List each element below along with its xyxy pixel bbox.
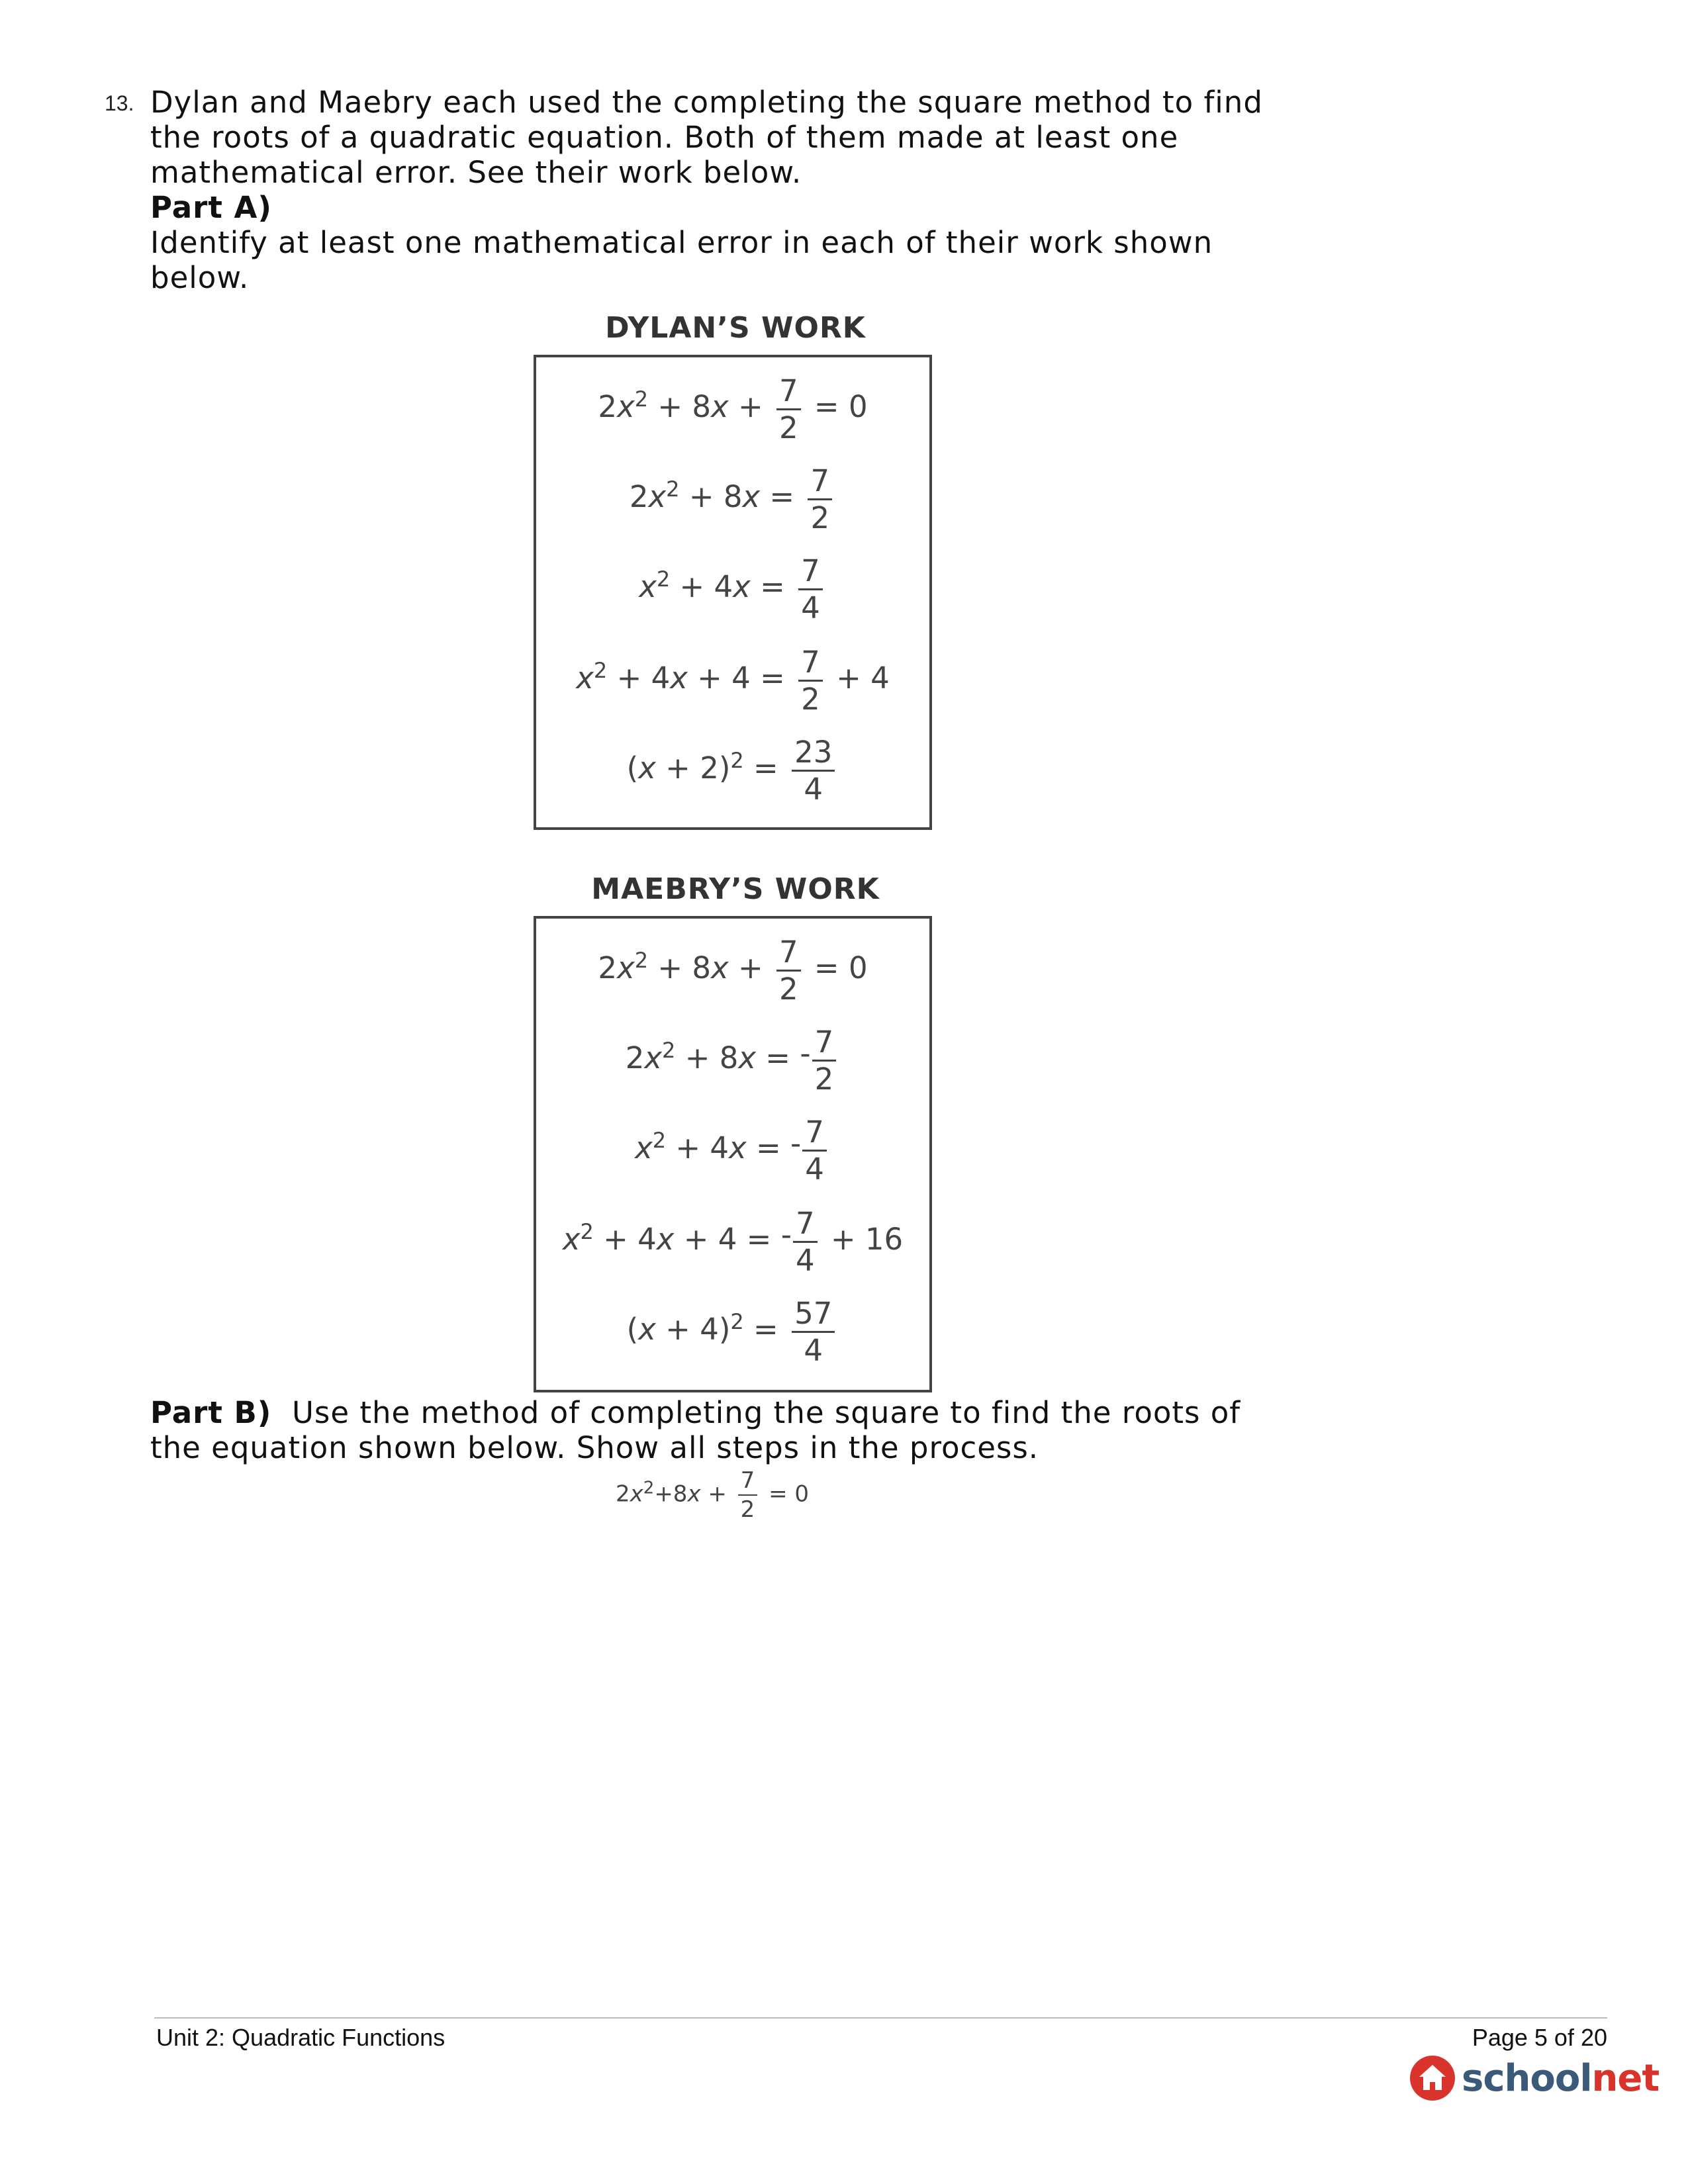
part-b-line-1: Use the method of completing the square to find the roots of: [291, 1395, 1241, 1430]
maebry-step-3: $x^2 + 4x$ = - $\frac{7}{4}$: [536, 1112, 929, 1185]
dylan-work-box: [534, 355, 932, 830]
dylan-step-2: $2x^2 + 8x$ = $\frac{7}{2}$: [536, 461, 929, 533]
fraction: $\frac{7}{2}$: [808, 466, 832, 533]
schoolnet-logo: schoolnet: [1409, 2052, 1659, 2105]
dylan-step-5: $(x + 2)^2$ = $\frac{23}{4}$: [536, 732, 929, 805]
maebry-step-2: $2x^2 + 8x$ = - $\frac{7}{2}$: [536, 1022, 929, 1095]
footer-page-number: Page 5 of 20: [1472, 2024, 1607, 2051]
fraction: $\frac{7}{2}$: [798, 647, 823, 714]
fraction: $\frac{57}{4}$: [792, 1298, 835, 1365]
fraction: $\frac{7}{4}$: [802, 1117, 827, 1184]
intro-line-2: the roots of a quadratic equation. Both of them made at least one: [150, 120, 1179, 155]
footer-divider: [154, 2017, 1607, 2019]
dylan-step-1: $2x^2 + 8x$ + $\frac{7}{2}$ = 0: [598, 373, 868, 445]
part-a-line-1: Identify at least one mathematical error in each of their work shown: [150, 225, 1213, 260]
maebry-work-title: MAEBRY’S WORK: [591, 872, 880, 906]
maebry-step-4: $x^2 + 4x + 4$ = - $\frac{7}{4}$ + 16: [562, 1205, 904, 1278]
footer-unit-title: Unit 2: Quadratic Functions: [156, 2024, 445, 2051]
part-b-line-2: the equation shown below. Show all steps in the process.: [150, 1430, 1039, 1465]
fraction: $\frac{7}{2}$: [776, 376, 801, 443]
fraction: $\frac{23}{4}$: [792, 737, 835, 804]
part-a-line-2: below.: [150, 260, 250, 295]
maebry-work-box: [534, 916, 932, 1392]
dylan-step-3: $x^2 + 4x$ = $\frac{7}{4}$: [536, 551, 929, 623]
question-text: [150, 85, 1309, 295]
intro-line-1: Dylan and Maebry each used the completing the square method to find: [150, 85, 1263, 120]
dylan-work-title: DYLAN’S WORK: [605, 311, 866, 345]
part-a-label: Part A): [150, 190, 272, 225]
dylan-step-4: $x^2 + 4x + 4$ = $\frac{7}{2}$ + 4: [576, 644, 890, 717]
fraction: $\frac{7}{2}$: [738, 1469, 758, 1521]
part-b-label: Part B): [150, 1395, 272, 1430]
fraction: $\frac{7}{2}$: [812, 1027, 837, 1094]
part-b-equation: $2x^2+8x$ + $\frac{7}{2}$ = 0: [616, 1467, 810, 1523]
maebry-step-1: $2x^2 + 8x$ + $\frac{7}{2}$ = 0: [598, 934, 868, 1007]
fraction: $\frac{7}{4}$: [793, 1208, 818, 1275]
question-number: 13.: [105, 91, 134, 115]
house-icon: [1409, 2054, 1456, 2102]
maebry-step-5: $(x + 4)^2$ = $\frac{57}{4}$: [536, 1293, 929, 1366]
fraction: $\frac{7}{2}$: [776, 937, 801, 1004]
intro-line-3: mathematical error. See their work below.: [150, 155, 802, 190]
part-b-text: [150, 1395, 1315, 1465]
fraction: $\frac{7}{4}$: [798, 556, 823, 623]
